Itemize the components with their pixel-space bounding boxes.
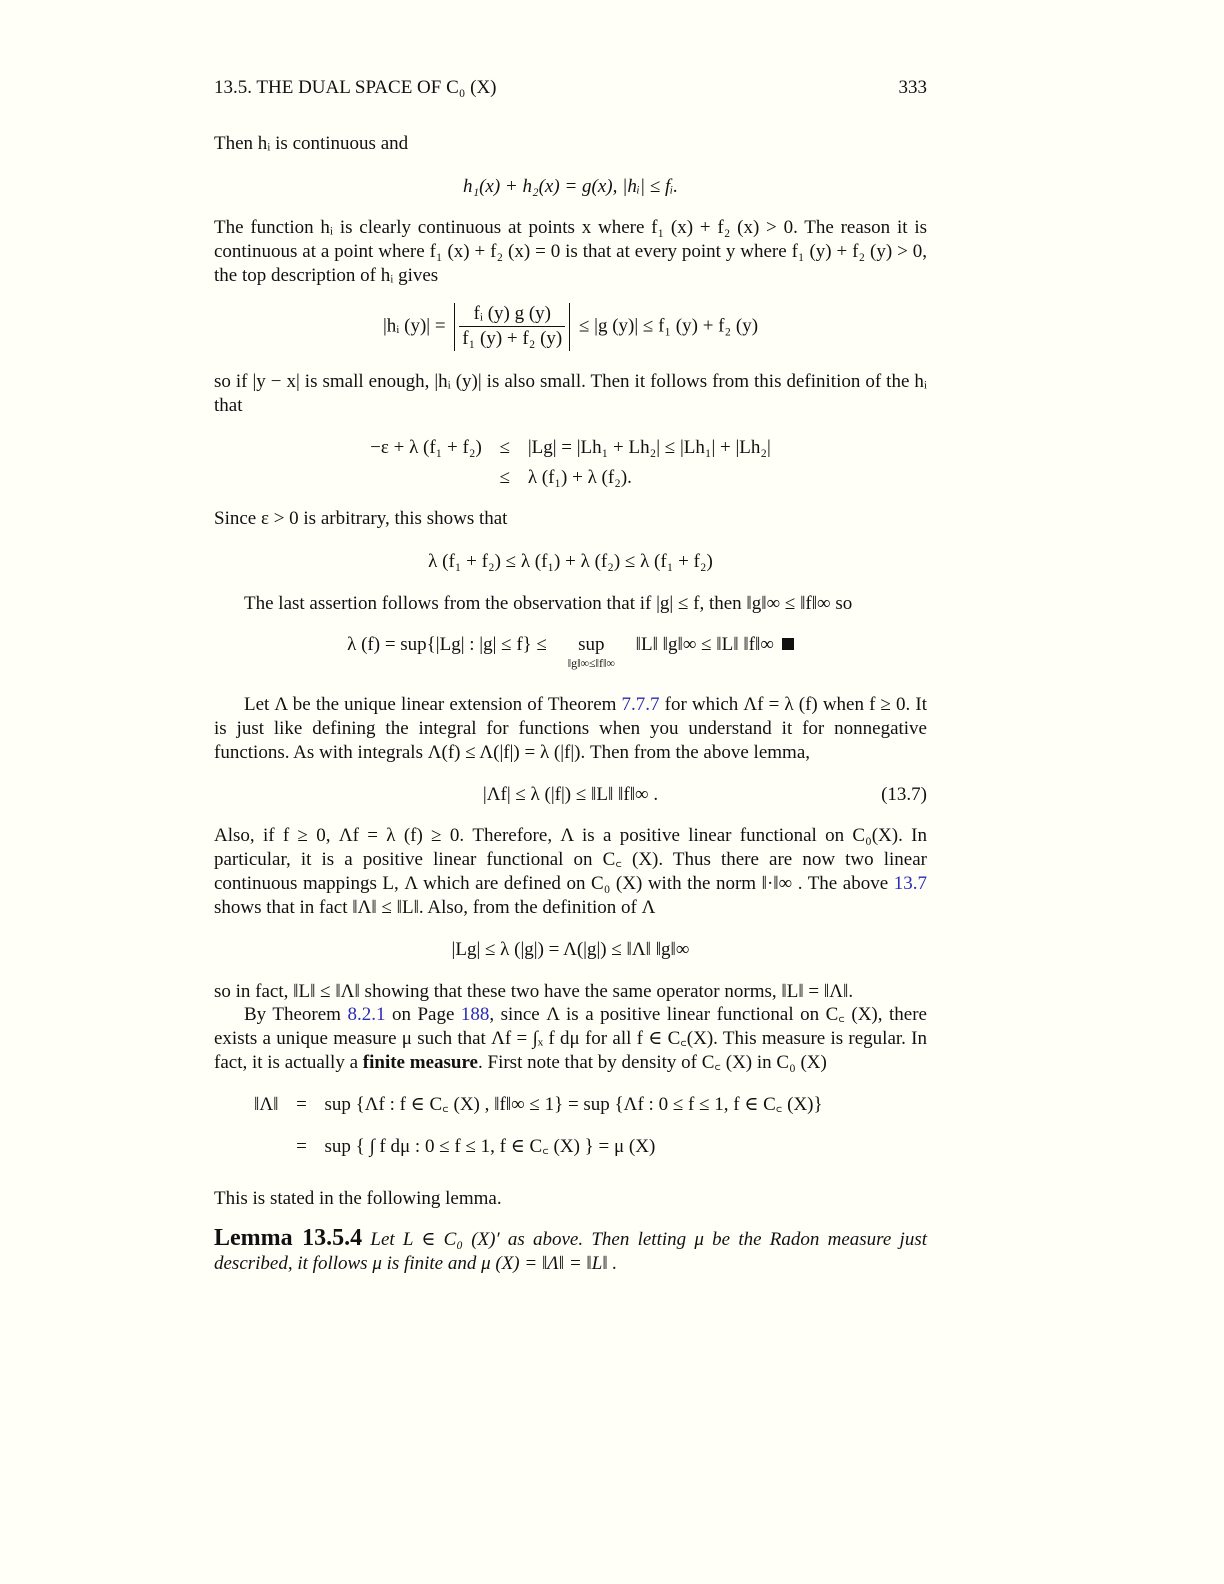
section-title: 13.5. THE DUAL SPACE OF C₀ (X) [214, 77, 497, 98]
sup-subscript: ‖g‖∞≤‖f‖∞ [567, 656, 615, 670]
align-rel: ≤ [499, 467, 511, 488]
paragraph: so in fact, ‖L‖ ≤ ‖Λ‖ showing that these two have the same operator norms, ‖L‖ = ‖Λ‖. [214, 981, 854, 1002]
running-header [214, 76, 927, 100]
paragraph [214, 693, 927, 765]
equation-lhs: |hᵢ (y)| = [382, 315, 446, 337]
page-link[interactable]: 188 [460, 1004, 490, 1025]
lemma-statement: Let L ∈ C₀ (X)′ as above. Then letting μ be the Radon measure just described, it follows μ is finite and μ (X) = ‖Λ‖ = ‖L‖ . [214, 1229, 927, 1274]
qed-icon [782, 638, 794, 650]
text: on Page [385, 1004, 461, 1025]
paragraph: This is stated in the following lemma. [214, 1188, 502, 1209]
lemma-heading: Lemma 13.5.4 [214, 1225, 363, 1251]
paragraph: The function hᵢ is clearly continuous at points x where f₁ (x) + f₂ (x) > 0. The reason it is continuous at a point where f₁ (x) + f₂ (x) = 0 is that at every point y where f₁ (y) + f₂ (y) > 0, the top description of hᵢ gives [214, 217, 927, 286]
equation-fraction [214, 302, 927, 351]
align-rhs: sup { ∫ f dμ : 0 ≤ f ≤ 1, f ∈ C꜀ (X) } = μ (X) [324, 1136, 656, 1157]
lemma [214, 1226, 927, 1276]
page-number: 333 [898, 77, 927, 98]
sup-label: sup [578, 634, 605, 655]
equation-rhs: ‖L‖ ‖g‖∞ ≤ ‖L‖ ‖f‖∞ [635, 634, 774, 655]
paragraph: The last assertion follows from the observation that if |g| ≤ f, then ‖g‖∞ ≤ ‖f‖∞ so [244, 593, 853, 614]
text: for which Λf = λ (f) when f ≥ 0. It is just like defining the integral for functions when you understand it for nonnegative functions. As with integrals Λ(f) ≤ Λ(|f|) = λ (|f|). Then from the above lemma, [214, 694, 927, 763]
align-rel: ≤ [499, 437, 511, 458]
align-lhs: −ε + λ (f₁ + f₂) [370, 437, 482, 458]
align-rhs: |Lg| = |Lh₁ + Lh₂| ≤ |Lh₁| + |Lh₂| [527, 437, 771, 458]
equation-rhs: ≤ |g (y)| ≤ f₁ (y) + f₂ (y) [578, 315, 759, 337]
bold-term: finite measure [362, 1052, 478, 1073]
paragraph [214, 1003, 927, 1075]
equation-sup [214, 633, 927, 669]
theorem-link[interactable]: 7.7.7 [621, 694, 660, 715]
aligned-equation [214, 1093, 927, 1159]
paragraph: Then hᵢ is continuous and [214, 133, 409, 154]
paragraph: so if |y − x| is small enough, |hᵢ (y)| is also small. Then it follows from this definition of the hᵢ that [214, 371, 927, 416]
sup-operator [568, 633, 615, 669]
numbered-equation [214, 783, 927, 807]
align-rel: = [296, 1094, 307, 1115]
text: . First note that by density of C꜀ (X) in C₀ (X) [478, 1052, 827, 1073]
equation [214, 175, 927, 199]
equation-number: (13.7) [881, 784, 927, 805]
abs-bar [454, 303, 455, 351]
text: , since Λ is a positive linear functional on C꜀ (X), there exists a unique measure μ such that Λf = ∫ₓ f dμ for all f ∈ C꜀(X). This measure is regular. In fact, it is actually a [214, 1004, 927, 1073]
numerator: fᵢ (y) g (y) [459, 302, 565, 327]
equation: |Lg| ≤ λ (|g|) = Λ(|g|) ≤ ‖Λ‖ ‖g‖∞ [451, 939, 690, 960]
equation: λ (f₁ + f₂) ≤ λ (f₁) + λ (f₂) ≤ λ (f₁ + f₂) [428, 551, 713, 572]
text: shows that in fact ‖Λ‖ ≤ ‖L‖. Also, from the definition of Λ [214, 897, 656, 918]
paragraph: Since ε > 0 is arbitrary, this shows that [214, 508, 508, 529]
denominator: f₁ (y) + f₂ (y) [462, 328, 563, 349]
align-lhs: ‖Λ‖ [254, 1094, 279, 1115]
text: Also, if f ≥ 0, Λf = λ (f) ≥ 0. Therefore, Λ is a positive linear functional on C₀(X). In particular, it is a positive linear functional on C꜀ (X). Thus there are now two linear continuous mappings L, Λ which are defined on C₀ (X) with the norm ‖·‖∞ . The above [214, 825, 927, 894]
abs-bar [569, 303, 570, 351]
paragraph [214, 824, 927, 920]
align-rel: = [296, 1136, 307, 1157]
align-rhs: λ (f₁) + λ (f₂). [527, 467, 632, 488]
text: Let Λ be the unique linear extension of Theorem [244, 694, 622, 715]
theorem-link[interactable]: 8.2.1 [347, 1004, 386, 1025]
equation-link[interactable]: 13.7 [893, 873, 927, 894]
text: By Theorem [244, 1004, 348, 1025]
equation-text: h₁(x) + h₂(x) = g(x), |hᵢ| ≤ fᵢ. [462, 176, 679, 197]
equation-text: |Λf| ≤ λ (|f|) ≤ ‖L‖ ‖f‖∞ . [482, 784, 659, 805]
align-rhs: sup {Λf : f ∈ C꜀ (X) , ‖f‖∞ ≤ 1} = sup {Λf : 0 ≤ f ≤ 1, f ∈ C꜀ (X)} [324, 1094, 823, 1115]
aligned-equation [214, 436, 927, 490]
equation-lhs: λ (f) = sup{|Lg| : |g| ≤ f} ≤ [347, 634, 547, 655]
fraction [459, 302, 565, 351]
